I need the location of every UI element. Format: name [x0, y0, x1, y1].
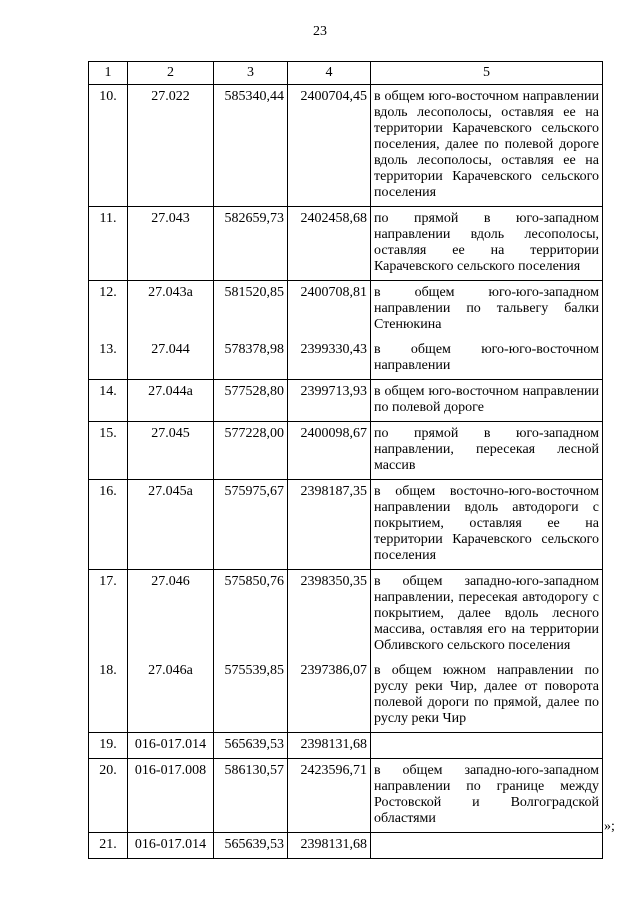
- boundary-description: в общем западно-юго-западном направлении, пересекая автодорогу с покрытием, далее вдоль лесного массива, оставляя его на территории Обливского сельского поселения: [371, 570, 603, 660]
- y-coordinate: 2398131,68: [288, 733, 371, 759]
- point-code: 016-017.014: [128, 733, 214, 759]
- y-coordinate: 2400704,45: [288, 85, 371, 207]
- table-row: [89, 85, 603, 207]
- boundary-description: в общем южном направлении по руслу реки Чир, далее от поворота полевой дороги по прямой, далее по руслу реки Чир: [371, 659, 603, 733]
- y-coordinate: 2402458,68: [288, 207, 371, 281]
- table-row: [89, 338, 603, 380]
- boundary-description: в общем юго-восточном направлении вдоль лесополосы, оставляя ее на территории Карачевского сельского поселения, далее по полевой дороге вдоль лесополосы, оставляя ее на территории Карачевского сельского поселения: [371, 85, 603, 207]
- table-row: [89, 570, 603, 660]
- point-code: 27.022: [128, 85, 214, 207]
- boundary-description: в общем юго-восточном направлении по полевой дороге: [371, 380, 603, 422]
- boundary-description: по прямой в юго-западном направлении, пересекая лесной массив: [371, 422, 603, 480]
- x-coordinate: 586130,57: [214, 759, 288, 833]
- y-coordinate: 2399713,93: [288, 380, 371, 422]
- header-col-2: 2: [128, 62, 214, 85]
- row-number: 21.: [89, 833, 128, 859]
- table-row: [89, 281, 603, 339]
- row-number: 15.: [89, 422, 128, 480]
- row-number: 20.: [89, 759, 128, 833]
- table-row: [89, 480, 603, 570]
- y-coordinate: 2423596,71: [288, 759, 371, 833]
- row-number: 13.: [89, 338, 128, 380]
- point-code: 27.044: [128, 338, 214, 380]
- point-code: 016-017.014: [128, 833, 214, 859]
- x-coordinate: 565639,53: [214, 833, 288, 859]
- point-code: 27.043: [128, 207, 214, 281]
- x-coordinate: 577228,00: [214, 422, 288, 480]
- x-coordinate: 575850,76: [214, 570, 288, 660]
- table-row: [89, 659, 603, 733]
- point-code: 27.046а: [128, 659, 214, 733]
- row-number: 12.: [89, 281, 128, 339]
- table-row: [89, 207, 603, 281]
- table-header-row: [89, 62, 603, 85]
- row-number: 10.: [89, 85, 128, 207]
- point-code: 27.045а: [128, 480, 214, 570]
- x-coordinate: 575975,67: [214, 480, 288, 570]
- table-row: [89, 380, 603, 422]
- row-number: 19.: [89, 733, 128, 759]
- point-code: 27.045: [128, 422, 214, 480]
- point-code: 016-017.008: [128, 759, 214, 833]
- y-coordinate: 2399330,43: [288, 338, 371, 380]
- point-code: 27.044а: [128, 380, 214, 422]
- boundary-points-table: [88, 61, 603, 859]
- y-coordinate: 2398350,35: [288, 570, 371, 660]
- table-row: [89, 833, 603, 859]
- row-number: 16.: [89, 480, 128, 570]
- x-coordinate: 585340,44: [214, 85, 288, 207]
- x-coordinate: 578378,98: [214, 338, 288, 380]
- closing-quote-mark: »;: [604, 819, 615, 834]
- y-coordinate: 2400708,81: [288, 281, 371, 339]
- table-row: [89, 759, 603, 833]
- boundary-description: в общем юго-юго-восточном направлении: [371, 338, 603, 380]
- x-coordinate: 565639,53: [214, 733, 288, 759]
- boundary-description: [371, 833, 603, 859]
- point-code: 27.046: [128, 570, 214, 660]
- boundary-description: в общем западно-юго-западном направлении по границе между Ростовской и Волгоградской областями: [371, 759, 603, 833]
- page-number: 23: [313, 24, 327, 39]
- boundary-description: по прямой в юго-западном направлении вдоль лесополосы, оставляя ее на территории Карачевского сельского поселения: [371, 207, 603, 281]
- point-code: 27.043а: [128, 281, 214, 339]
- x-coordinate: 582659,73: [214, 207, 288, 281]
- row-number: 11.: [89, 207, 128, 281]
- table-row: [89, 422, 603, 480]
- header-col-1: 1: [89, 62, 128, 85]
- x-coordinate: 575539,85: [214, 659, 288, 733]
- x-coordinate: 577528,80: [214, 380, 288, 422]
- table-row: [89, 733, 603, 759]
- y-coordinate: 2398187,35: [288, 480, 371, 570]
- boundary-description: в общем юго-юго-западном направлении по тальвегу балки Стенюкина: [371, 281, 603, 339]
- row-number: 17.: [89, 570, 128, 660]
- header-col-5: 5: [371, 62, 603, 85]
- header-col-3: 3: [214, 62, 288, 85]
- row-number: 18.: [89, 659, 128, 733]
- boundary-description: в общем восточно-юго-восточном направлении вдоль автодороги с покрытием, оставляя ее на территории Карачевского сельского поселения: [371, 480, 603, 570]
- header-col-4: 4: [288, 62, 371, 85]
- y-coordinate: 2398131,68: [288, 833, 371, 859]
- y-coordinate: 2400098,67: [288, 422, 371, 480]
- row-number: 14.: [89, 380, 128, 422]
- x-coordinate: 581520,85: [214, 281, 288, 339]
- y-coordinate: 2397386,07: [288, 659, 371, 733]
- boundary-description: [371, 733, 603, 759]
